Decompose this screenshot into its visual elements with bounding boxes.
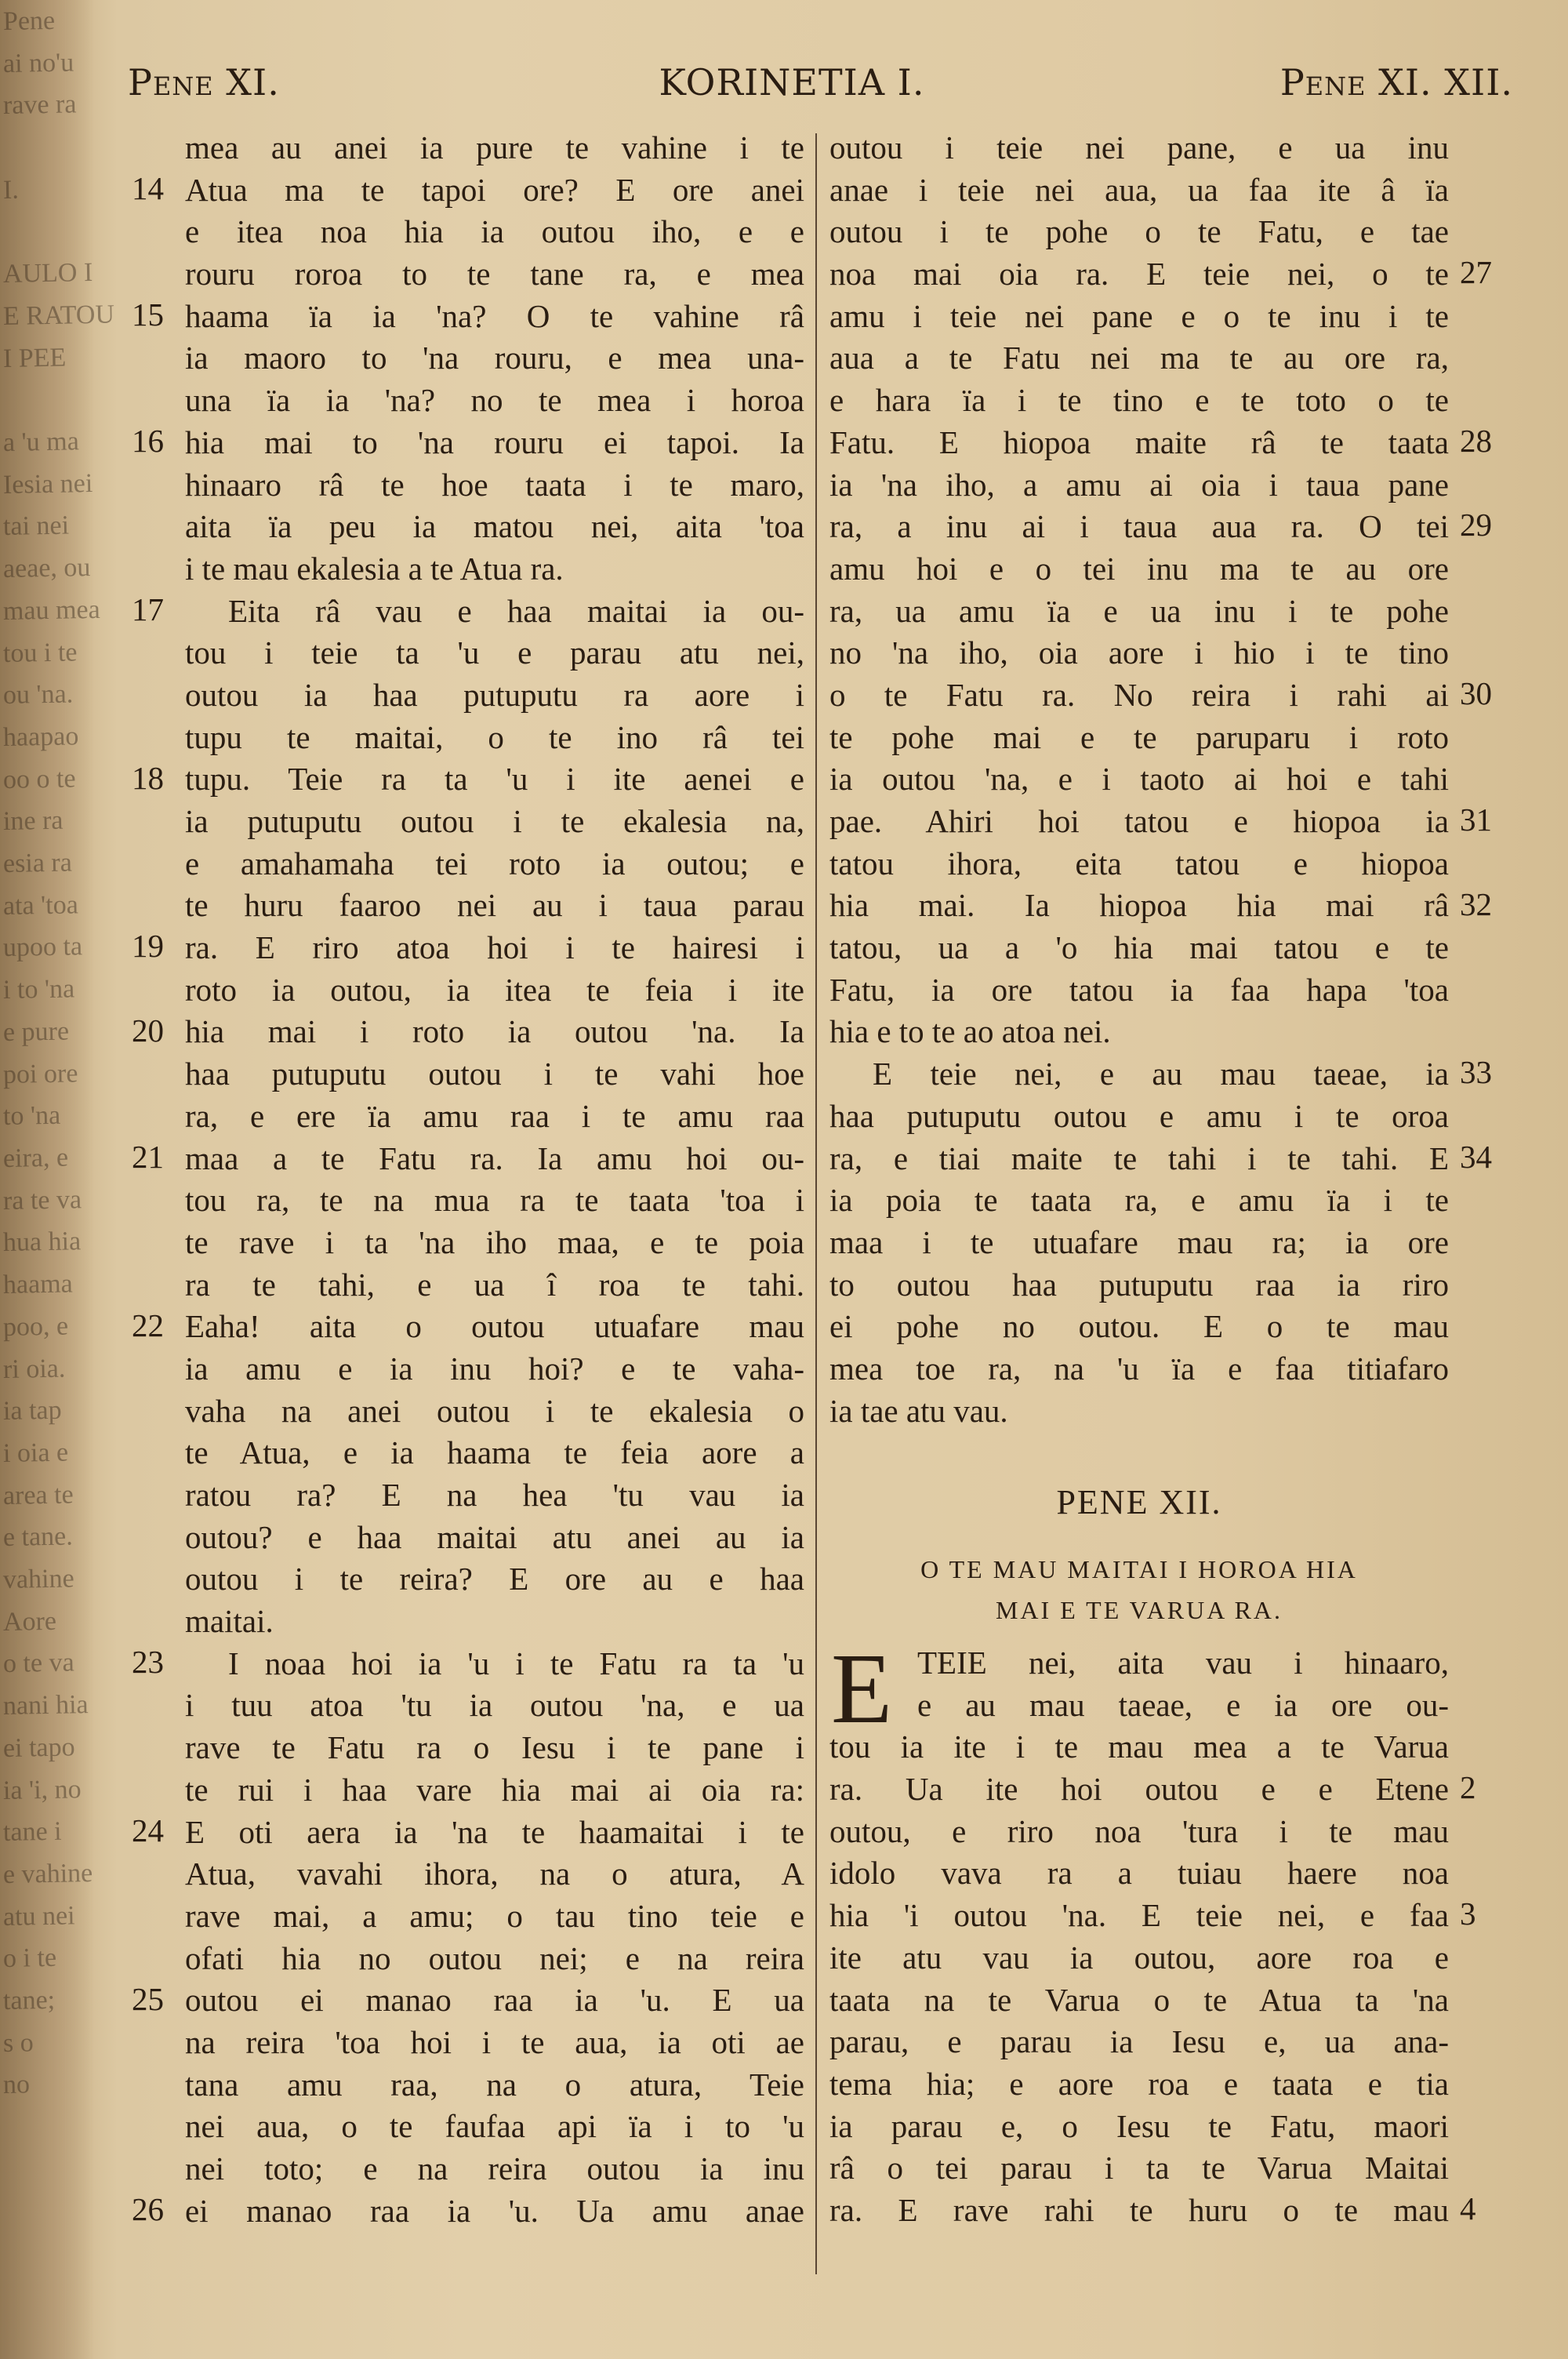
bleed-line: haama	[2, 1269, 74, 1300]
chapter-title: PENE XII.	[1056, 1483, 1222, 1521]
bleed-line: i to 'na	[2, 974, 75, 1005]
text-line: o te Fatu ra. No reira i rahi ai	[829, 676, 1449, 713]
text-line: te Atua, e ia haama te feia aore a	[185, 1434, 804, 1471]
bleed-line: a 'u ma	[2, 427, 80, 458]
verse-number: 22	[132, 1307, 164, 1343]
text-line: rouru roroa to te tane ra, e mea	[185, 256, 804, 293]
verse-number: 25	[132, 1980, 164, 2017]
text-line: no 'na iho, oia aore i hio i te tino	[829, 634, 1449, 671]
text-line: idolo vava ra a tuiau haere noa	[829, 1855, 1449, 1892]
text-line: ia parau e, o Iesu te Fatu, maori	[829, 2107, 1449, 2144]
bleed-line: poi ore	[2, 1058, 78, 1089]
bleed-line: i oia e	[2, 1438, 69, 1468]
text-line: taata na te Varua o te Atua ta 'na	[829, 1981, 1449, 2018]
text-line: ia maoro to 'na rouru, e mea una-	[185, 340, 804, 376]
text-line: ra, e tiai maite te tahi i te tahi. E	[829, 1140, 1449, 1176]
bleed-line: atu nei	[2, 1901, 75, 1932]
text-line: i te mau ekalesia a te Atua ra.	[185, 550, 564, 587]
text-line: hia mai i roto ia outou 'na. Ia	[185, 1013, 804, 1050]
bleed-line: ine ra	[2, 806, 64, 837]
text-line: aua a te Fatu nei ma te au ore ra,	[829, 340, 1449, 376]
text-line: ra te tahi, e ua î roa te tahi.	[185, 1266, 804, 1303]
text-line: outou i te reira? E ore au e haa	[185, 1561, 804, 1598]
text-line: parau, e parau ia Iesu e, ua ana-	[829, 2023, 1449, 2060]
bleed-line: upoo ta	[2, 932, 83, 963]
text-line: te huru faaroo nei au i taua parau	[185, 887, 804, 924]
text-line: vaha na anei outou i te ekalesia o	[185, 1392, 804, 1429]
text-line: ia 'na iho, a amu ai oia i taua pane	[829, 466, 1449, 503]
bleed-line: poo, e	[2, 1311, 69, 1342]
text-line: e au mau taeae, e ia ore ou-	[917, 1686, 1449, 1723]
bleed-line: s o	[2, 2028, 34, 2058]
verse-number: 33	[1460, 1054, 1492, 1091]
verse-number: 34	[1460, 1138, 1492, 1175]
chapter12-text	[829, 1633, 1449, 2232]
text-line: tou ia ite i te mau mea a te Varua	[829, 1728, 1449, 1765]
text-line: TEIE nei, aita vau i hinaaro,	[917, 1645, 1449, 1681]
bleed-line: oo o te	[2, 764, 76, 794]
bleed-line: to 'na	[2, 1100, 61, 1132]
text-line: na reira 'toa hoi i te aua, ia oti ae	[185, 2023, 804, 2060]
chapter-summary-line: O TE MAU MAITAI I HOROA HIA	[920, 1555, 1358, 1583]
bleed-line	[0, 378, 94, 422]
text-line: maitai.	[185, 1603, 274, 1640]
text-line: ra, e ere ïa amu raa i te amu raa	[185, 1097, 804, 1134]
text-line: outou? e haa maitai atu anei au ia	[185, 1518, 804, 1555]
bleed-line	[0, 209, 94, 253]
bleed-line: Aore	[2, 1606, 57, 1637]
text-line: pae. Ahiri hoi tatou e hiopoa ia	[829, 803, 1449, 839]
text-line: Eaha! aita o outou utuafare mau	[185, 1308, 804, 1345]
text-line: tou ra, te na mua ra te taata 'toa i	[185, 1182, 804, 1219]
text-line: to outou haa putuputu raa ia riro	[829, 1266, 1449, 1303]
verse-number: 20	[132, 1012, 164, 1049]
text-line: outou i te pohe o te Fatu, e tae	[829, 213, 1449, 250]
text-line: ia amu e ia inu hoi? e te vaha-	[185, 1350, 804, 1387]
text-line: tupu te maitai, o te ino râ tei	[185, 718, 804, 755]
text-line: haama ïa ia 'na? O te vahine râ	[185, 297, 804, 334]
bleed-line: aeae, ou	[2, 553, 91, 584]
text-line: ofati hia no outou nei; e na reira	[185, 1939, 804, 1976]
verse-number: 18	[132, 759, 164, 796]
bleed-line: ia 'i, no	[2, 1774, 82, 1805]
text-line: tana amu raa, na o atura, Teie	[185, 2066, 804, 2103]
right-column	[829, 127, 1449, 1432]
bleed-line: E RATOU	[2, 300, 115, 331]
drop-cap: E	[831, 1633, 893, 1744]
text-line: ratou ra? E na hea 'tu vau ia	[185, 1477, 804, 1513]
text-line: hinaaro râ te hoe taata i te maro,	[185, 466, 804, 503]
text-line: outou i teie nei pane, e ua inu	[829, 129, 1449, 165]
text-line: ia tae atu vau.	[829, 1392, 1008, 1429]
bleed-line: tane i	[2, 1816, 62, 1848]
verse-number: 14	[132, 169, 164, 206]
verse-number: 30	[1460, 675, 1492, 712]
verse-number: 26	[132, 2191, 164, 2228]
bleed-line: area te	[2, 1480, 74, 1510]
text-line: ia outou 'na, e i taoto ai hoi e tahi	[829, 761, 1449, 798]
chapter-summary	[829, 1549, 1449, 1630]
left-column	[185, 127, 804, 2232]
text-line: te rave i ta 'na iho maa, e te poia	[185, 1223, 804, 1260]
bleed-line: esia ra	[2, 848, 73, 879]
bleed-line: vahine	[2, 1564, 74, 1594]
bleed-line: eira, e	[2, 1143, 69, 1173]
text-line: haa putuputu outou e amu i te oroa	[829, 1097, 1449, 1134]
text-line: mea au anei ia pure te vahine i te	[185, 129, 804, 165]
text-line: ra, ua amu ïa e ua inu i te pohe	[829, 592, 1449, 629]
text-line: mea toe ra, na 'u ïa e faa titiafaro	[829, 1350, 1449, 1387]
header-left: Pene XI.	[128, 61, 280, 104]
bleed-line: no	[2, 2070, 31, 2100]
text-line: tatou, ua a 'o hia mai tatou e te	[829, 929, 1449, 966]
bleed-line: e tane.	[2, 1521, 74, 1553]
text-line: e amahamaha tei roto ia outou; e	[185, 845, 804, 881]
bleed-line	[0, 125, 94, 169]
text-line: ite atu vau ia outou, aore roa e	[829, 1939, 1449, 1976]
header-right: Pene XI. XII.	[1279, 61, 1513, 104]
bleed-line: tou i te	[2, 637, 78, 668]
text-line: amu i teie nei pane e o te inu i te	[829, 297, 1449, 334]
text-line: nei aua, o te faufaa api ïa i to 'u	[185, 2108, 804, 2145]
text-line: tou i teie ta 'u e parau atu nei,	[185, 634, 804, 671]
text-line: hia mai. Ia hiopoa hia mai râ	[829, 887, 1449, 924]
text-line: rave mai, a amu; o tau tino teie e	[185, 1897, 804, 1934]
verse-number: 15	[132, 296, 164, 333]
text-line: tupu. Teie ra ta 'u i ite aenei e	[185, 761, 804, 798]
text-line: nei toto; e na reira outou ia inu	[185, 2150, 804, 2186]
verse-number: 28	[1460, 422, 1492, 459]
verse-number: 16	[132, 422, 164, 459]
text-line: outou, e riro noa 'tura i te mau	[829, 1812, 1449, 1849]
bleed-line: e vahine	[2, 1858, 93, 1889]
text-line: ra. E riro atoa hoi i te hairesi i	[185, 929, 804, 966]
text-line: tatou ihora, eita tatou e hiopoa	[829, 845, 1449, 881]
verse-number: 32	[1460, 885, 1492, 922]
verse-number: 24	[132, 1812, 164, 1848]
text-line: outou ia haa putuputu ra aore i	[185, 676, 804, 713]
text-line: râ o tei parau i ta te Varua Maitai	[829, 2150, 1449, 2186]
text-line: ei manao raa ia 'u. Ua amu anae	[185, 2192, 804, 2229]
verse-number: 19	[132, 928, 164, 965]
text-line: e itea noa hia ia outou iho, e e	[185, 213, 804, 250]
text-line: hia mai to 'na rouru ei tapoi. Ia	[185, 423, 804, 460]
verse-number: 3	[1460, 1896, 1476, 1932]
text-line: ra. E rave rahi te huru o te mau	[829, 2191, 1449, 2228]
text-line: Eita râ vau e haa maitai ia ou-	[228, 592, 804, 629]
bleed-line: ri oia.	[2, 1354, 66, 1384]
verse-number: 31	[1460, 801, 1492, 838]
text-line: hia 'i outou 'na. E teie nei, e faa	[829, 1897, 1449, 1934]
bleed-line: Pene	[2, 5, 56, 36]
bleed-line: ata 'toa	[2, 890, 79, 921]
text-line: tema hia; e aore roa e taata e tia	[829, 2065, 1449, 2102]
bleed-line: o i te	[2, 1943, 57, 1974]
bleed-line: tane;	[2, 1985, 56, 2016]
text-line: ra. Ua ite hoi outou e e Etene	[829, 1771, 1449, 1808]
text-line: Fatu. E hiopoa maite râ te taata	[829, 423, 1449, 460]
facing-page-bleed	[0, 0, 115, 2359]
text-line: amu hoi e o tei inu ma te au ore	[829, 550, 1449, 587]
text-line: ia putuputu outou i te ekalesia na,	[185, 803, 804, 839]
bleed-line: I PEE	[2, 343, 67, 373]
verse-number: 23	[132, 1644, 164, 1681]
bleed-line: Iesia nei	[2, 468, 93, 500]
verse-number: 2	[1460, 1769, 1476, 1806]
text-line: aita ïa peu ia matou nei, aita 'toa	[185, 508, 804, 545]
bleed-line: ei tapo	[2, 1732, 75, 1763]
text-line: maa a te Fatu ra. Ia amu hoi ou-	[185, 1140, 804, 1176]
bleed-line: e pure	[2, 1016, 70, 1047]
text-line: ia poia te taata ra, e amu ïa i te	[829, 1182, 1449, 1219]
text-line: rave te Fatu ra o Iesu i te pane i	[185, 1729, 804, 1766]
bleed-line: I.	[2, 175, 20, 205]
column-divider	[815, 133, 817, 2274]
text-line: noa mai oia ra. E teie nei, o te	[829, 256, 1449, 293]
verse-number: 21	[132, 1138, 164, 1175]
text-line: una ïa ia 'na? no te mea i horoa	[185, 382, 804, 419]
text-line: maa i te utuafare mau ra; ia ore	[829, 1223, 1449, 1260]
text-line: I noaa hoi ia 'u i te Fatu ra ta 'u	[228, 1645, 804, 1681]
bleed-line: AULO I	[2, 258, 93, 289]
bleed-line: tai nei	[2, 511, 70, 542]
verse-number: 29	[1460, 507, 1492, 543]
text-line: E oti aera ia 'na te haamaitai i te	[185, 1813, 804, 1850]
verse-number: 4	[1460, 2190, 1476, 2227]
bleed-line: ra te va	[2, 1184, 82, 1216]
text-line: Atua, vavahi ihora, na o atura, A	[185, 1856, 804, 1892]
text-line: te rui i haa vare hia mai ai oia ra:	[185, 1771, 804, 1808]
bleed-line: hua hia	[2, 1227, 82, 1258]
text-line: anae i teie nei aua, ua faa ite â ïa	[829, 171, 1449, 208]
text-line: Atua ma te tapoi ore? E ore anei	[185, 171, 804, 208]
text-line: te pohe mai e te paruparu i roto	[829, 718, 1449, 755]
verse-number: 27	[1460, 254, 1492, 291]
bleed-line: ou 'na.	[2, 679, 74, 711]
bleed-line: nani hia	[2, 1690, 89, 1721]
bleed-line: mau mea	[2, 594, 100, 626]
text-line: E teie nei, e au mau taeae, ia	[873, 1056, 1449, 1092]
text-line: i tuu atoa 'tu ia outou 'na, e ua	[185, 1687, 804, 1724]
text-line: Fatu, ia ore tatou ia faa hapa 'toa	[829, 971, 1449, 1008]
bleed-line: o te va	[2, 1648, 74, 1679]
text-line: hia e to te ao atoa nei.	[829, 1013, 1111, 1050]
verse-number: 17	[132, 591, 164, 627]
text-line: ei pohe no outou. E o te mau	[829, 1308, 1449, 1345]
text-line: e hara ïa i te tino e te toto o te	[829, 382, 1449, 419]
bleed-line: haapao	[2, 722, 79, 752]
bleed-line: rave ra	[2, 89, 77, 121]
text-line: haa putuputu outou i te vahi hoe	[185, 1056, 804, 1092]
header-title: KORINETIA I.	[659, 61, 925, 104]
bleed-line: ai no'u	[2, 48, 74, 78]
text-line: roto ia outou, ia itea te feia i ite	[185, 971, 804, 1008]
text-line: outou ei manao raa ia 'u. E ua	[185, 1982, 804, 2019]
text-line: ra, a inu ai i taua aua ra. O tei	[829, 508, 1449, 545]
chapter-summary-line: MAI E TE VARUA RA.	[995, 1596, 1283, 1624]
bleed-line: ia tap	[2, 1395, 62, 1427]
